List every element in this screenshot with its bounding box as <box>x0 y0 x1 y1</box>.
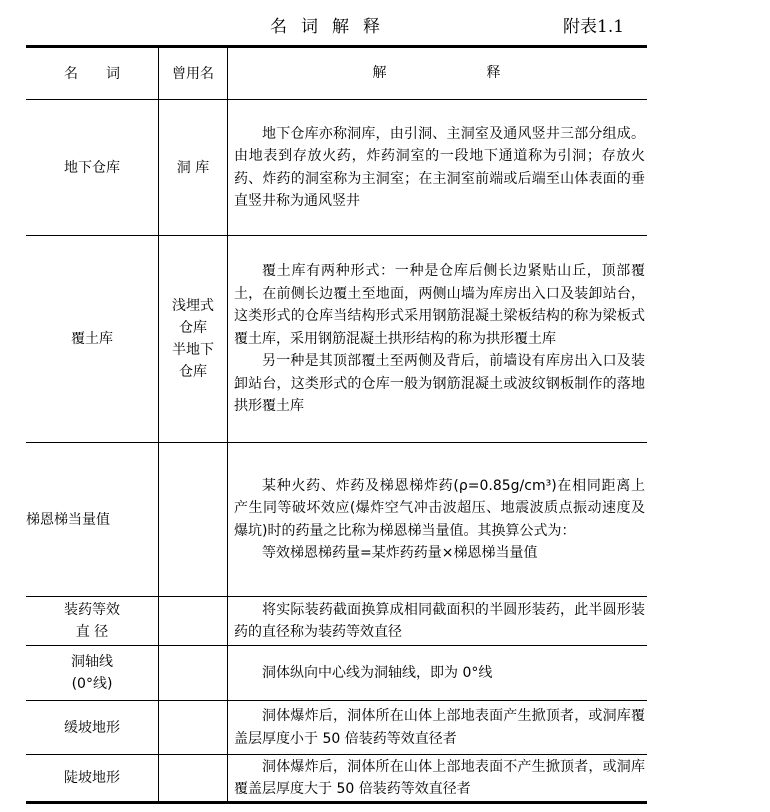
explanation-paragraph: 地下仓库亦称洞库，由引洞、主洞室及通风竖井三部分组成。由地表到存放火药，炸药洞室的一段地下通道称为引洞；存放火药、炸药的洞室称为主洞室；在主洞室前端或后端至山体表面的垂直竖井称为通风竖井 <box>234 125 645 209</box>
table-row <box>26 443 647 597</box>
column-header-explanation: 解释 <box>228 47 648 100</box>
explanation-cell <box>228 597 648 646</box>
explanation-paragraph: 将实际装药截面换算成相同截面积的半圆形装药，此半圆形装药的直径称为装药等效直径 <box>234 601 645 640</box>
glossary-table <box>26 45 647 804</box>
former-name-cell <box>159 646 228 701</box>
term-cell <box>26 597 159 646</box>
table-row <box>26 646 647 701</box>
former-name-line: 半地下 <box>172 342 214 358</box>
table-row <box>26 100 647 236</box>
term-cell: 覆土库 <box>26 236 159 443</box>
explanation-paragraph: 另一种是其顶部覆土至两侧及背后，前墙设有库房出入口及装卸站台，这类形式的仓库一般为钢筋混凝土或波纹钢板制作的落地拱形覆土库 <box>234 353 645 415</box>
table-title: 名词解释 <box>270 17 394 37</box>
former-name-cell <box>159 443 228 597</box>
table-row <box>26 236 647 443</box>
table-row <box>26 701 647 755</box>
term-line: 洞轴线 <box>71 654 113 670</box>
explanation-paragraph: 洞体爆炸后，洞体所在山体上部地表面产生掀顶者，或洞库覆盖层厚度小于 50 倍装药等效直径者 <box>234 708 645 747</box>
explanation-paragraph: 某种火药、炸药及梯恩梯炸药(ρ=0.85g/cm³)在相同距离上产生同等破坏效应(爆炸空气冲击波超压、地震波质点振动速度及爆坑)时的药量之比称为梯恩梯当量值。其换算公式为： <box>234 477 645 539</box>
term-line: (0°线) <box>71 676 113 692</box>
explanation-cell <box>228 755 648 803</box>
table-row <box>26 597 647 646</box>
explanation-cell <box>228 701 648 755</box>
former-name-cell <box>159 701 228 755</box>
term-line: 直 径 <box>75 624 109 640</box>
explanation-cell <box>228 100 648 236</box>
table-row <box>26 755 647 803</box>
table-header-row <box>26 47 647 100</box>
formula-paragraph: 等效梯恩梯药量=某炸药药量×梯恩梯当量值 <box>262 545 538 561</box>
term-cell <box>26 646 159 701</box>
former-name-cell <box>159 236 228 443</box>
column-header-former-name: 曾用名 <box>159 47 228 100</box>
column-header-term: 名词 <box>26 47 159 100</box>
former-name-line: 仓库 <box>179 320 207 336</box>
former-name-cell <box>159 597 228 646</box>
term-cell: 地下仓库 <box>26 100 159 236</box>
explanation-paragraph: 洞体纵向中心线为洞轴线，即为 0°线 <box>262 664 493 681</box>
former-name-line: 浅埋式 <box>172 298 214 314</box>
table-number: 附表1.1 <box>563 17 625 37</box>
former-name-cell <box>159 755 228 803</box>
term-cell: 陡坡地形 <box>26 755 159 803</box>
explanation-cell <box>228 443 648 597</box>
explanation-paragraph: 洞体爆炸后，洞体所在山体上部地表面不产生掀顶者，或洞库覆盖层厚度大于 50 倍装药等效直径者 <box>234 758 645 797</box>
explanation-paragraph: 覆土库有两种形式：一种是仓库后侧长边紧贴山丘，顶部覆土，在前侧长边覆土至地面，两侧山墙为库房出入口及装卸站台，这类形式的仓库当结构形式采用钢筋混凝土梁板结构的称为梁板式覆土库，采用钢筋混凝土拱形结构的称为拱形覆土库 <box>234 263 645 347</box>
explanation-cell <box>228 236 648 443</box>
term-cell: 梯恩梯当量值 <box>26 443 159 597</box>
term-line: 装药等效 <box>64 602 120 618</box>
former-name-cell: 洞 库 <box>159 100 228 236</box>
former-name-line: 仓库 <box>179 364 207 380</box>
term-cell: 缓坡地形 <box>26 701 159 755</box>
explanation-cell <box>228 646 648 701</box>
